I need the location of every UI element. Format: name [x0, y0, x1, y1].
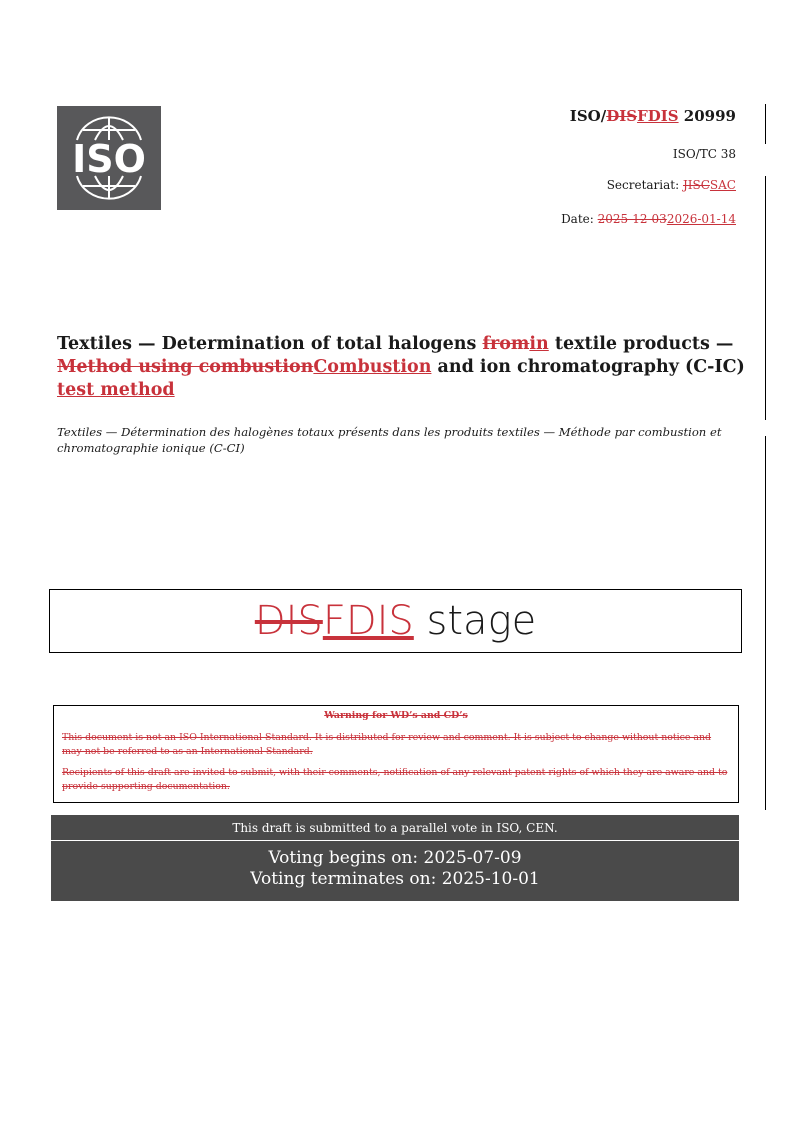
document-title [57, 333, 747, 402]
date-label: Date: [561, 212, 598, 226]
vote-dates [51, 841, 739, 901]
iso-logo [57, 106, 161, 210]
stage-suffix: stage [413, 598, 537, 644]
title-deleted: from [482, 334, 530, 354]
title-inserted: test method [57, 380, 175, 400]
stage-box [49, 589, 742, 653]
doc-id-inserted: FDIS [637, 107, 679, 125]
vote-notice: This draft is submitted to a parallel vote in ISO, CEN. [51, 815, 739, 841]
title-text: textile products — [548, 334, 734, 354]
secretariat-label: Secretariat: [606, 178, 683, 192]
warning-box [53, 705, 739, 803]
voting-begins: Voting begins on: 2025-07-09 [268, 848, 522, 868]
committee: ISO/TC 38 [672, 147, 736, 161]
warning-title: Warning for WD’s and CD’s [324, 710, 468, 721]
title-text: Textiles — Determination of total halogens [57, 334, 483, 354]
globe-icon [57, 106, 161, 210]
warning-paragraph: This document is not an ISO International Standard. It is distributed for review and comment. It is subject to change without notice and may not be referred to as an International Standard. [62, 731, 712, 757]
title-text: and ion chromatography (C-IC) [431, 357, 745, 377]
doc-id-deleted: DIS [606, 107, 638, 125]
stage-inserted: FDIS [322, 598, 414, 644]
change-bar [765, 176, 766, 420]
french-title: Textiles — Détermination des halogènes totaux présents dans les produits textiles — Méthode par combustion et chromatographie ionique (C-CI) [57, 425, 722, 455]
change-bar [765, 104, 766, 144]
secretariat [607, 178, 736, 192]
secretariat-inserted: SAC [709, 178, 736, 192]
title-inserted: in [529, 334, 549, 354]
date-deleted: 2025-12-03 [597, 212, 667, 226]
voting-terminates: Voting terminates on: 2025-10-01 [250, 869, 540, 889]
secretariat-deleted: JISC [682, 178, 710, 192]
logo-text: ISO [72, 137, 146, 181]
date-inserted: 2026-01-14 [666, 212, 736, 226]
doc-id-number: 20999 [678, 107, 736, 125]
change-bar [765, 436, 766, 810]
document-id [570, 107, 736, 125]
doc-id-prefix: ISO/ [569, 107, 607, 125]
document-date [561, 212, 736, 226]
title-deleted: Method using combustion [57, 357, 314, 377]
stage-deleted: DIS [254, 598, 323, 644]
voting-banner [51, 815, 739, 901]
title-inserted: Combustion [313, 357, 432, 377]
warning-paragraph: Recipients of this draft are invited to submit, with their comments, notification of any relevant patent rights of which they are aware and to provide supporting documentation. [62, 766, 728, 792]
